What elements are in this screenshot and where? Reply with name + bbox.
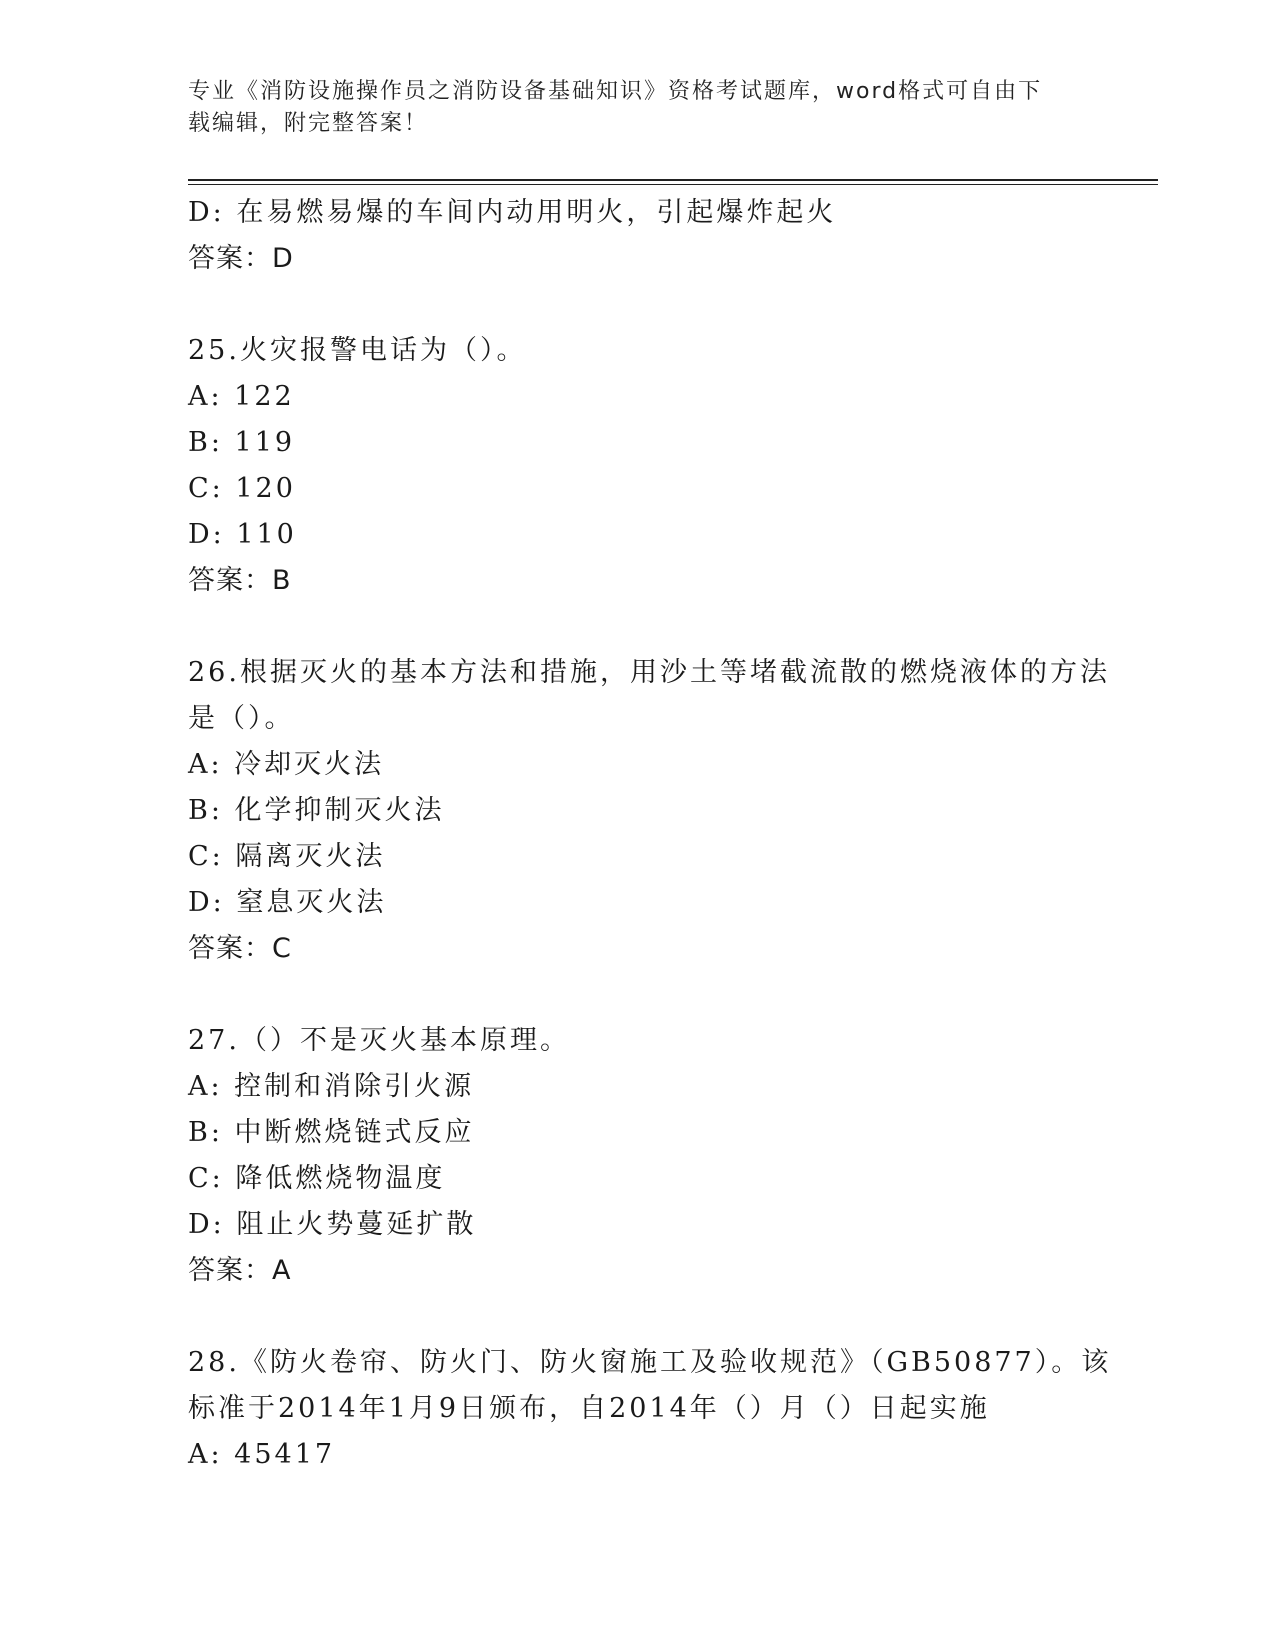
option-b: B: 化学抑制灭火法 xyxy=(188,795,445,826)
question-stem: 28.《防火卷帘、防火门、防火窗施工及验收规范》（GB50877）。该 xyxy=(188,1347,1112,1378)
option-a: A: 控制和消除引火源 xyxy=(188,1071,475,1102)
question-28 xyxy=(188,1340,1112,1478)
option-a: A: 冷却灭火法 xyxy=(188,749,385,780)
option-b: B: 中断燃烧链式反应 xyxy=(188,1117,475,1148)
question-stem-cont: 标准于2014年1月9日颁布，自2014年（）月（）日起实施 xyxy=(188,1393,990,1424)
option-c: C: 隔离灭火法 xyxy=(188,841,386,872)
answer-line: 答案：D xyxy=(188,243,294,274)
answer-line: 答案：B xyxy=(188,565,292,596)
header-divider-thin xyxy=(188,184,1158,185)
answer-line: 答案：C xyxy=(188,933,292,964)
option-a: A: 45417 xyxy=(188,1439,336,1470)
spacer xyxy=(188,972,1088,1018)
option-d: D: 110 xyxy=(188,519,297,550)
question-stem: 25.火灾报警电话为（）。 xyxy=(188,335,527,366)
spacer xyxy=(188,282,1088,328)
question-stem: 26.根据灭火的基本方法和措施，用沙土等堵截流散的燃烧液体的方法 xyxy=(188,657,1110,688)
question-26 xyxy=(188,650,1110,972)
answer-line: 答案：A xyxy=(188,1255,292,1286)
option-c: C: 120 xyxy=(188,473,296,504)
option-c: C: 降低燃烧物温度 xyxy=(188,1163,446,1194)
header-divider-thick xyxy=(188,179,1158,181)
option-d: D: 窒息灭火法 xyxy=(188,887,387,918)
spacer xyxy=(188,1294,1088,1340)
header-line-2: 载编辑，附完整答案！ xyxy=(188,111,429,136)
question-25 xyxy=(188,328,1088,604)
spacer xyxy=(188,604,1088,650)
option-d: D: 阻止火势蔓延扩散 xyxy=(188,1209,477,1240)
option-a: A: 122 xyxy=(188,381,295,412)
question-stem: 27.（）不是灭火基本原理。 xyxy=(188,1025,570,1056)
header-line-1: 专业《消防设施操作员之消防设备基础知识》资格考试题库，word格式可自由下 xyxy=(188,79,1043,104)
question-27 xyxy=(188,1018,1088,1294)
option-d: D: 在易燃易爆的车间内动用明火，引起爆炸起火 xyxy=(188,197,837,228)
document-header xyxy=(188,76,1088,140)
question-stem-cont: 是（）。 xyxy=(188,703,295,734)
option-b: B: 119 xyxy=(188,427,296,458)
question-list xyxy=(188,190,1112,1478)
